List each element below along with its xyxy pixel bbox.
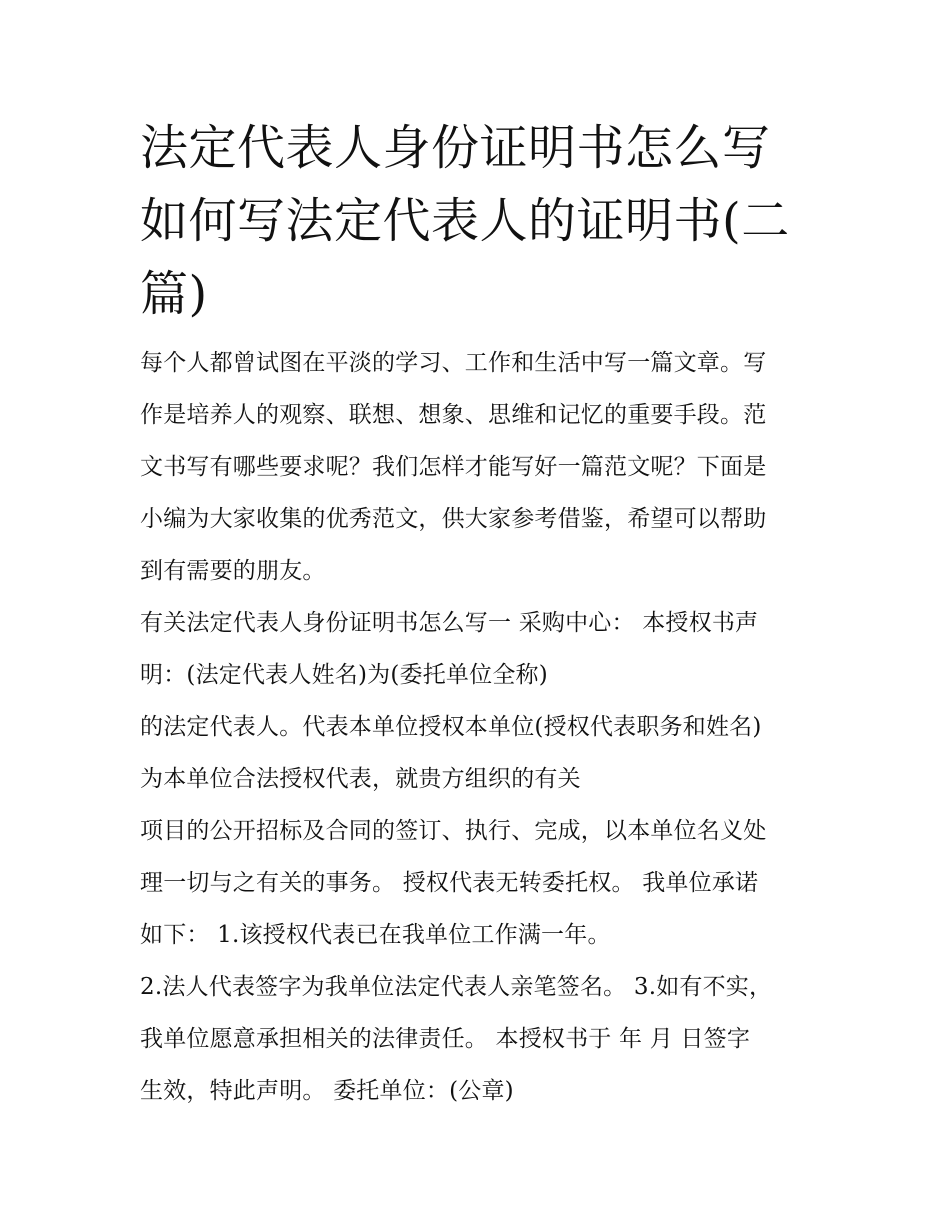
text-line: 我单位愿意承担相关的法律责任。 本授权书于 年 月 日签字: [140, 1026, 751, 1052]
text-line: 文书写有哪些要求呢？我们怎样才能写好一篇范文呢？下面是: [140, 454, 767, 480]
text-line: 明：(法定代表人姓名)为(委托单位全称): [140, 662, 548, 688]
text-line: 为本单位合法授权代表，就贵方组织的有关: [140, 766, 581, 792]
intro-paragraph: [140, 337, 815, 597]
text-line: 作是培养人的观察、联想、想象、思维和记忆的重要手段。范: [140, 402, 767, 428]
text-line: 小编为大家收集的优秀范文，供大家参考借鉴，希望可以帮助: [140, 506, 767, 532]
body-paragraph: [140, 597, 815, 1117]
title-line: 篇): [140, 266, 208, 322]
title-line: 如何写法定代表人的证明书(二: [140, 193, 790, 249]
text-line: 到有需要的朋友。: [140, 558, 326, 584]
text-line: 理一切与之有关的事务。 授权代表无转委托权。 我单位承诺: [140, 870, 759, 896]
text-line: 生效，特此声明。 委托单位：(公章): [140, 1078, 514, 1104]
document-title: [140, 112, 815, 331]
document-content: [140, 112, 815, 1117]
text-line: 每个人都曾试图在平淡的学习、工作和生活中写一篇文章。写: [140, 350, 767, 376]
text-line: 的法定代表人。代表本单位授权本单位(授权代表职务和姓名): [140, 714, 762, 740]
title-line: 法定代表人身份证明书怎么写: [140, 120, 771, 176]
text-line: 如下： 1.该授权代表已在我单位工作满一年。: [140, 922, 611, 948]
text-line: 有关法定代表人身份证明书怎么写一 采购中心： 本授权书声: [140, 610, 759, 636]
text-line: 2.法人代表签字为我单位法定代表人亲笔签名。 3.如有不实，: [140, 974, 773, 1000]
text-line: 项目的公开招标及合同的签订、执行、完成，以本单位名义处: [140, 818, 767, 844]
